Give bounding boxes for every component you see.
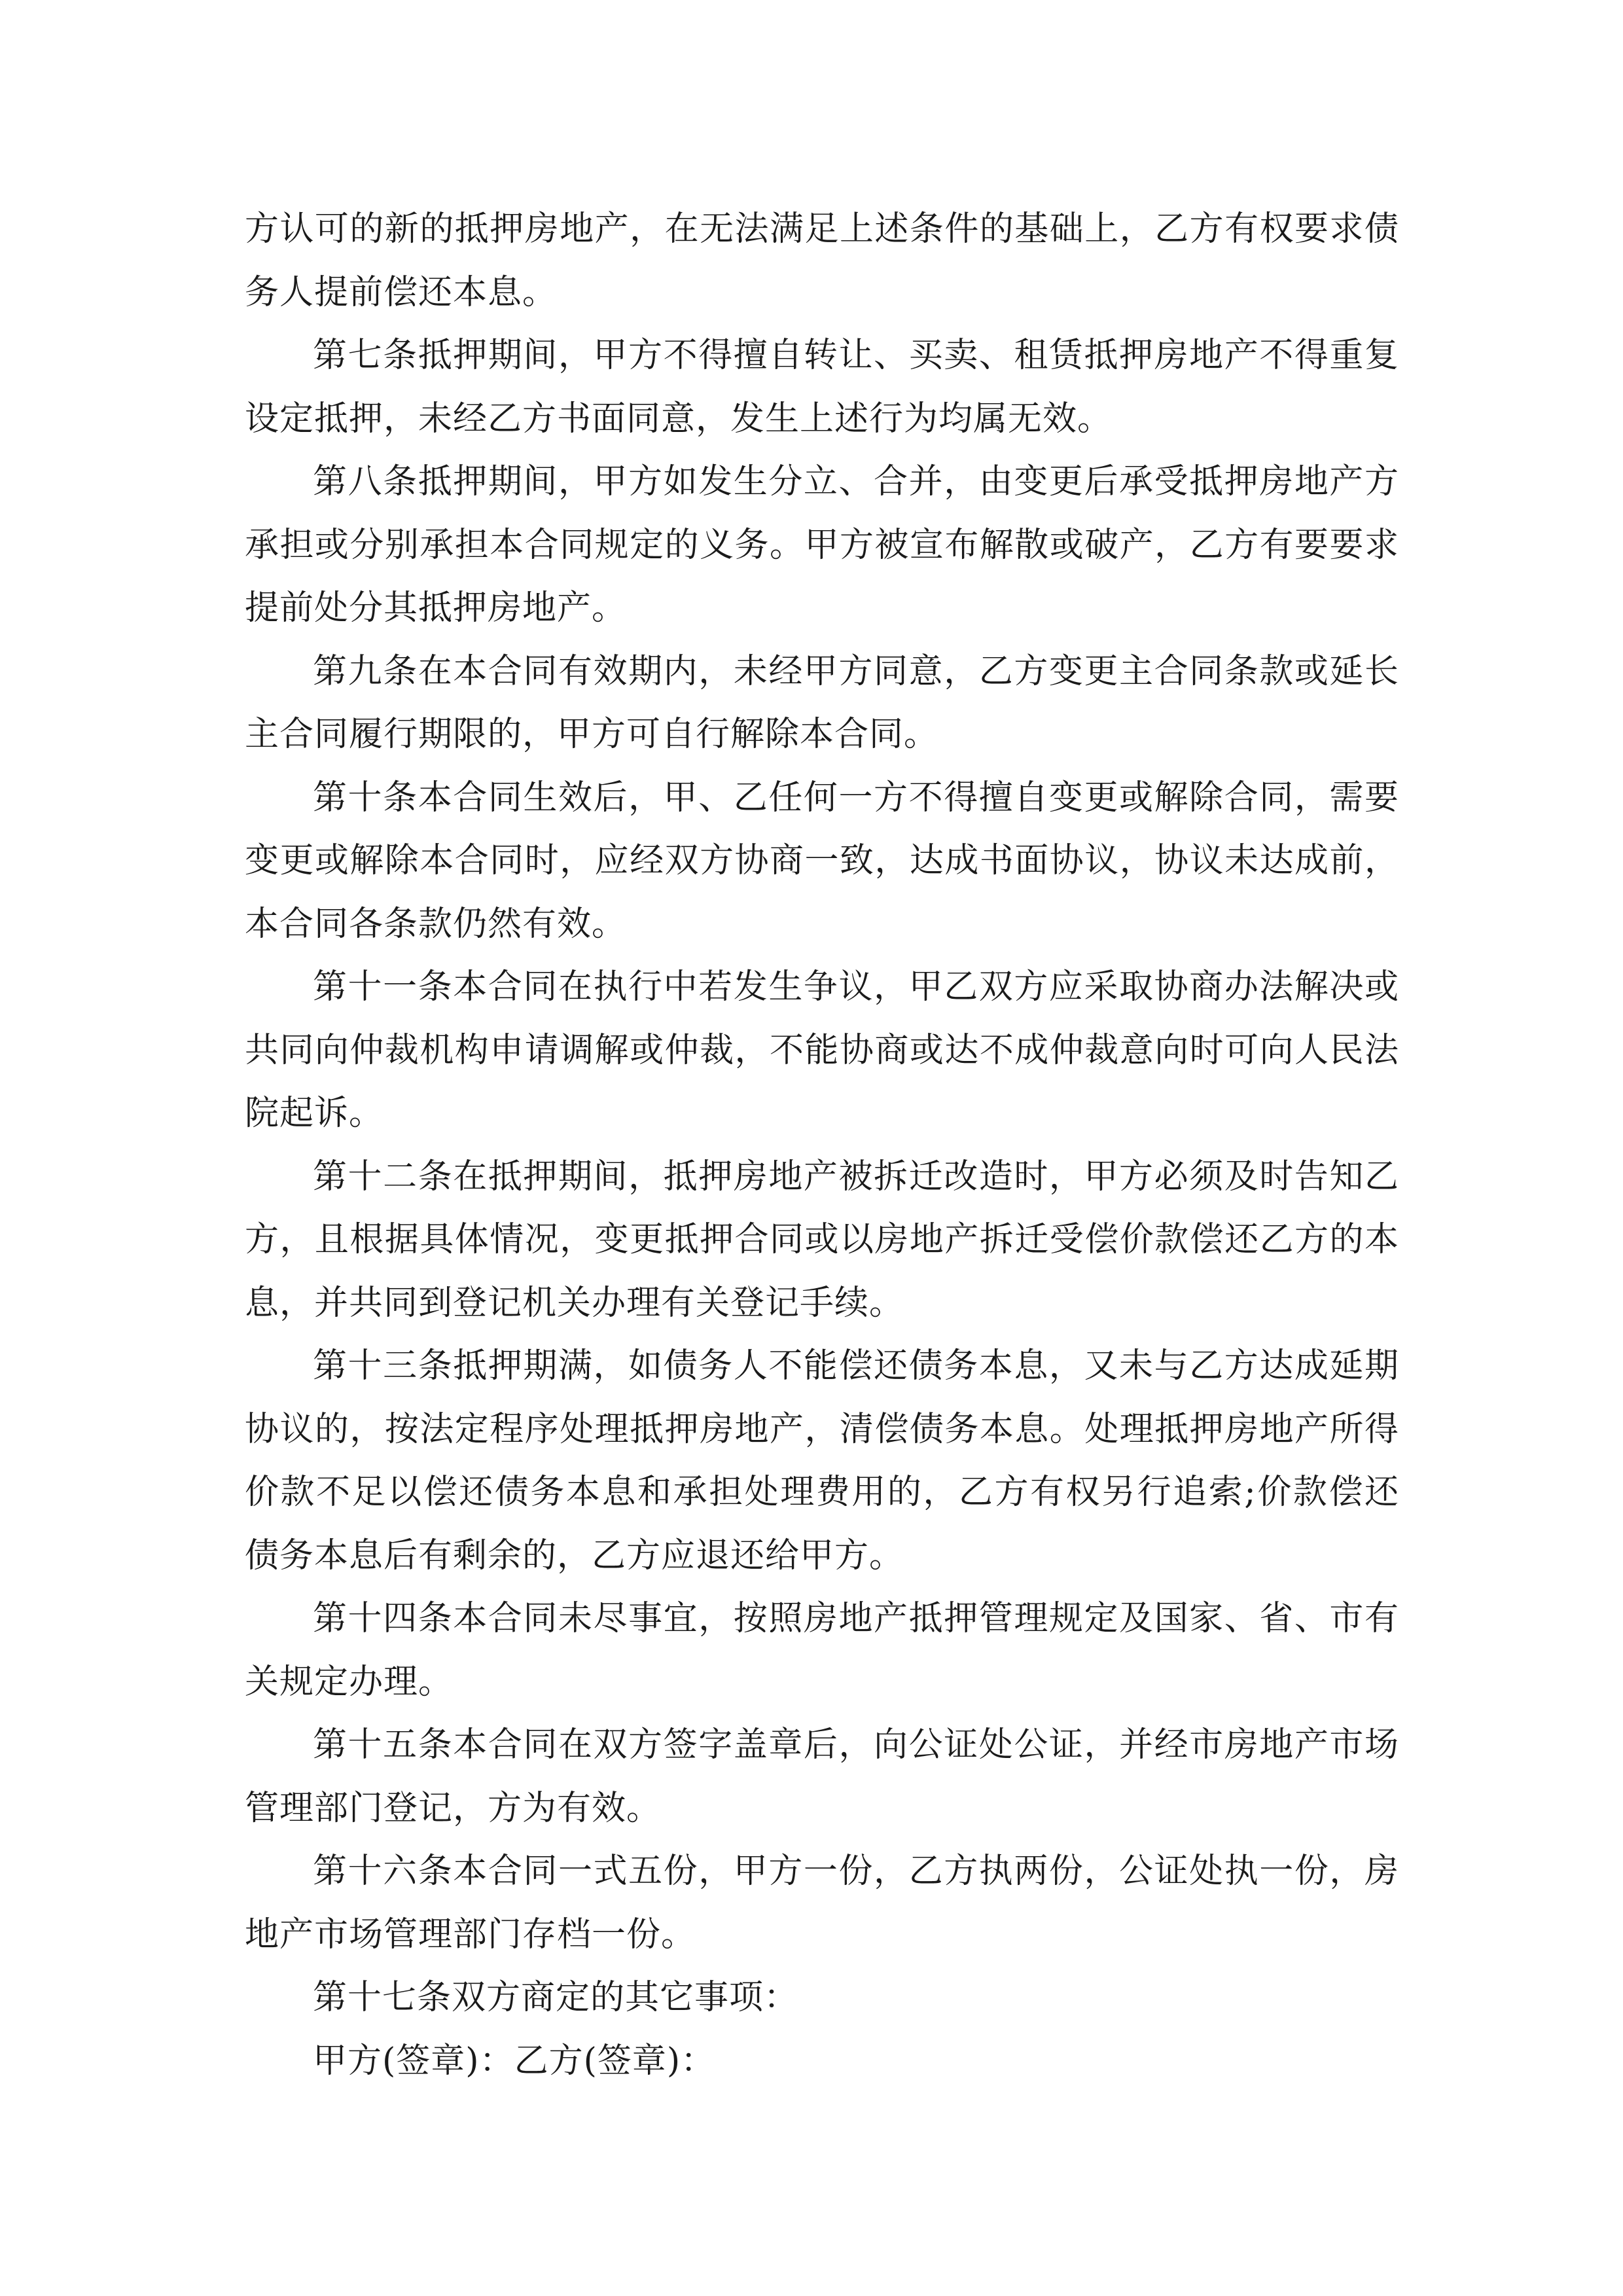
clause-14: 第十四条本合同未尽事宜，按照房地产抵押管理规定及国家、省、市有关规定办理。: [245, 1599, 1399, 1702]
clause-11: 第十一条本合同在执行中若发生争议，甲乙双方应采取协商办法解决或共同向仲裁机构申请调解或仲裁，不能协商或达不成仲裁意向时可向人民法院起诉。: [245, 967, 1399, 1133]
clause-7: 第七条抵押期间，甲方不得擅自转让、买卖、租赁抵押房地产不得重复设定抵押，未经乙方书面同意，发生上述行为均属无效。: [245, 336, 1399, 439]
paragraph-continuation: 方认可的新的抵押房地产，在无法满足上述条件的基础上，乙方有权要求债务人提前偿还本息。: [245, 209, 1399, 312]
clause-10: 第十条本合同生效后，甲、乙任何一方不得擅自变更或解除合同，需要变更或解除本合同时，应经双方协商一致，达成书面协议，协议未达成前，本合同各条款仍然有效。: [245, 778, 1399, 944]
clause-9: 第九条在本合同有效期内，未经甲方同意，乙方变更主合同条款或延长主合同履行期限的，甲方可自行解除本合同。: [245, 651, 1399, 754]
signature-line: 甲方(签章)：乙方(签章)：: [313, 2041, 716, 2081]
clause-8: 第八条抵押期间，甲方如发生分立、合并，由变更后承受抵押房地产方承担或分别承担本合同规定的义务。甲方被宣布解散或破产，乙方有要要求提前处分其抵押房地产。: [245, 462, 1399, 628]
clause-15: 第十五条本合同在双方签字盖章后，向公证处公证，并经市房地产市场管理部门登记，方为有效。: [245, 1725, 1399, 1828]
clause-16: 第十六条本合同一式五份，甲方一份，乙方执两份，公证处执一份，房地产市场管理部门存档一份。: [245, 1852, 1399, 1954]
clause-13: 第十三条抵押期满，如债务人不能偿还债务本息，又未与乙方达成延期协议的，按法定程序处理抵押房地产，清偿债务本息。处理抵押房地产所得价款不足以偿还债务本息和承担处理费用的，乙方有权另行追索;价款偿还债务本息后有剩余的，乙方应退还给甲方。: [245, 1346, 1399, 1575]
clause-12: 第十二条在抵押期间，抵押房地产被拆迁改造时，甲方必须及时告知乙方，且根据具体情况，变更抵押合同或以房地产拆迁受偿价款偿还乙方的本息，并共同到登记机关办理有关登记手续。: [245, 1157, 1399, 1323]
document-body: [245, 198, 1399, 2092]
clause-17: 第十七条双方商定的其它事项：: [313, 1978, 799, 2017]
